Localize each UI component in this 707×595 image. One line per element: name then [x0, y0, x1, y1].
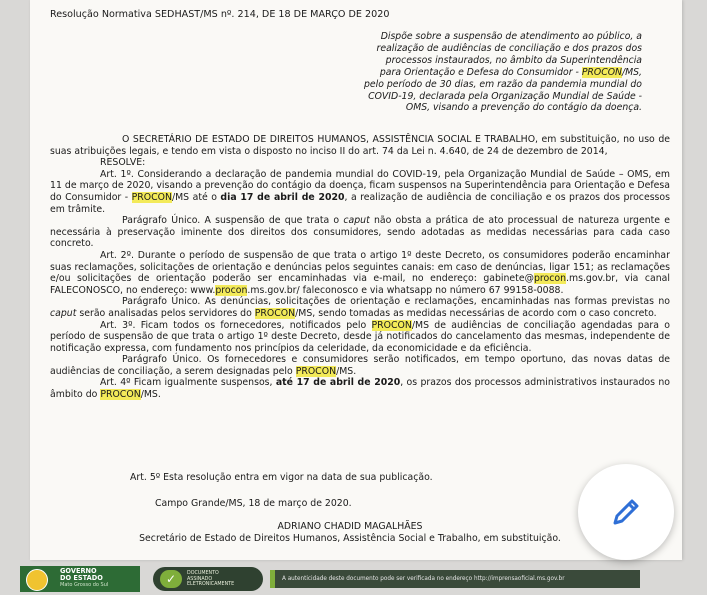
article-4: Art. 4º Ficam igualmente suspensos, até 17 de abril de 2020, os prazos dos processos administrativos instaurados no âmbito do PROCON/MS. — [50, 377, 670, 401]
checkmark-icon: ✓ — [160, 570, 182, 588]
highlight-procon: PROCON — [131, 191, 172, 203]
highlight-procon: PROCON — [254, 307, 296, 319]
article-2-paragraph: Parágrafo Único. As denúncias, solicitações de orientação e reclamações, encaminhadas nas formas previstas no caput serão analisadas pelos servidores do PROCON/MS, sendo tomadas as medidas necessárias de acordo com o caso concreto. — [50, 296, 670, 319]
resolution-body — [50, 134, 670, 401]
government-logo: GOVERNO DO ESTADO Mato Grosso do Sul — [20, 566, 140, 592]
signed-document-badge: ✓ DOCUMENTO ASSINADO ELETRONICAMENTE — [153, 567, 263, 591]
resolve-heading: RESOLVE: — [100, 157, 146, 169]
highlight-procon: PROCON — [295, 365, 337, 377]
article-5: Art. 5º Esta resolução entra em vigor na data de sua publicação. — [130, 472, 433, 483]
highlight-procon: PROCON — [581, 66, 622, 78]
document-title: Resolução Normativa SEDHAST/MS nº. 214, DE 18 DE MARÇO DE 2020 — [50, 9, 390, 20]
document-page — [30, 0, 682, 560]
footer-bar — [20, 566, 640, 592]
highlight-procon: PROCON — [371, 319, 412, 331]
authenticity-notice: A autenticidade deste documento pode ser verificada no endereço http://imprensaoficial.ms.gov.br — [270, 570, 640, 588]
signer-name: ADRIANO CHADID MAGALHÃES — [277, 521, 423, 532]
highlight-procon: procon — [215, 284, 248, 296]
article-2: Art. 2º. Durante o período de suspensão de que trata o artigo 1º deste Decreto, os consumidores poderão encaminhar suas reclamações, solicitações de orientação e denúncias pelos seguintes canais: em caso de denúncias, ligar 151; as reclamações e/ou solicitações de orientação poderão ser encaminhadas via e-mail, no endereço: gabinete@procon.ms.gov.br, via canal FALECONOSCO, no endereço: www.procon.ms.gov.br/ faleconosco e via whatsapp no número 67 99158-0088. — [50, 249, 670, 296]
state-crest-icon — [26, 569, 48, 591]
preamble: O SECRETÁRIO DE ESTADO DE DIREITOS HUMANOS, ASSISTÊNCIA SOCIAL E TRABALHO, em substituição, no uso de suas atribuições legais, e tendo em vista o disposto no inciso II do art. 74 da Lei n. 4.640, de 24 de dezembro de 2014, — [50, 134, 670, 157]
pencil-icon — [608, 494, 644, 530]
place-date: Campo Grande/MS, 18 de março de 2020. — [155, 498, 352, 509]
highlight-procon: PROCON — [100, 389, 141, 401]
ementa: Dispõe sobre a suspensão de atendimento ao público, a realização de audiências de conciliação e dos prazos dos processos instaurados, no âmbito da Superintendência para Orientação e Defesa do Consumidor - PROCON/MS, pelo período de 30 dias, em razão da pandemia mundial do COVID-19, declarada pela Organização Mundial de Saúde - OMS, visando a prevenção do contágio da doença. — [364, 31, 642, 114]
highlight-procon: procon — [533, 273, 566, 285]
article-3: Art. 3º. Ficam todos os fornecedores, notificados pelo PROCON/MS de audiências de conciliação agendadas para o período de suspensão de que trata o artigo 1º deste Decreto, desde já notificados do cancelamento das mesmas, independente de notificação expressa, com fundamento nos princípios da celeridade, da economicidade e da eficiência. — [50, 319, 671, 354]
article-1-paragraph: Parágrafo Único. A suspensão de que trata o caput não obsta a prática de ato processual de natureza urgente e necessária à preservação iminente dos direitos dos consumidores, sendo adotadas as medidas necessárias para cada caso concreto. — [50, 215, 670, 250]
edit-fab-button[interactable] — [578, 464, 674, 560]
article-3-paragraph: Parágrafo Único. Os fornecedores e consumidores serão notificados, em tempo oportuno, das novas datas de audiências de conciliação, a serem designadas pelo PROCON/MS. — [50, 354, 670, 377]
article-1: Art. 1º. Considerando a declaração de pandemia mundial do COVID-19, pela Organização Mundial de Saúde – OMS, em 11 de março de 2020, visando a prevenção do contágio da doença, ficam suspensos na Superintendência para Orientação e Defesa do Consumidor - PROCON/MS até o dia 17 de abril de 2020, a realização de audiência de conciliação e os prazos dos processos em trâmite. — [50, 168, 671, 215]
signer-role: Secretário de Estado de Direitos Humanos, Assistência Social e Trabalho, em substituição. — [139, 533, 561, 544]
